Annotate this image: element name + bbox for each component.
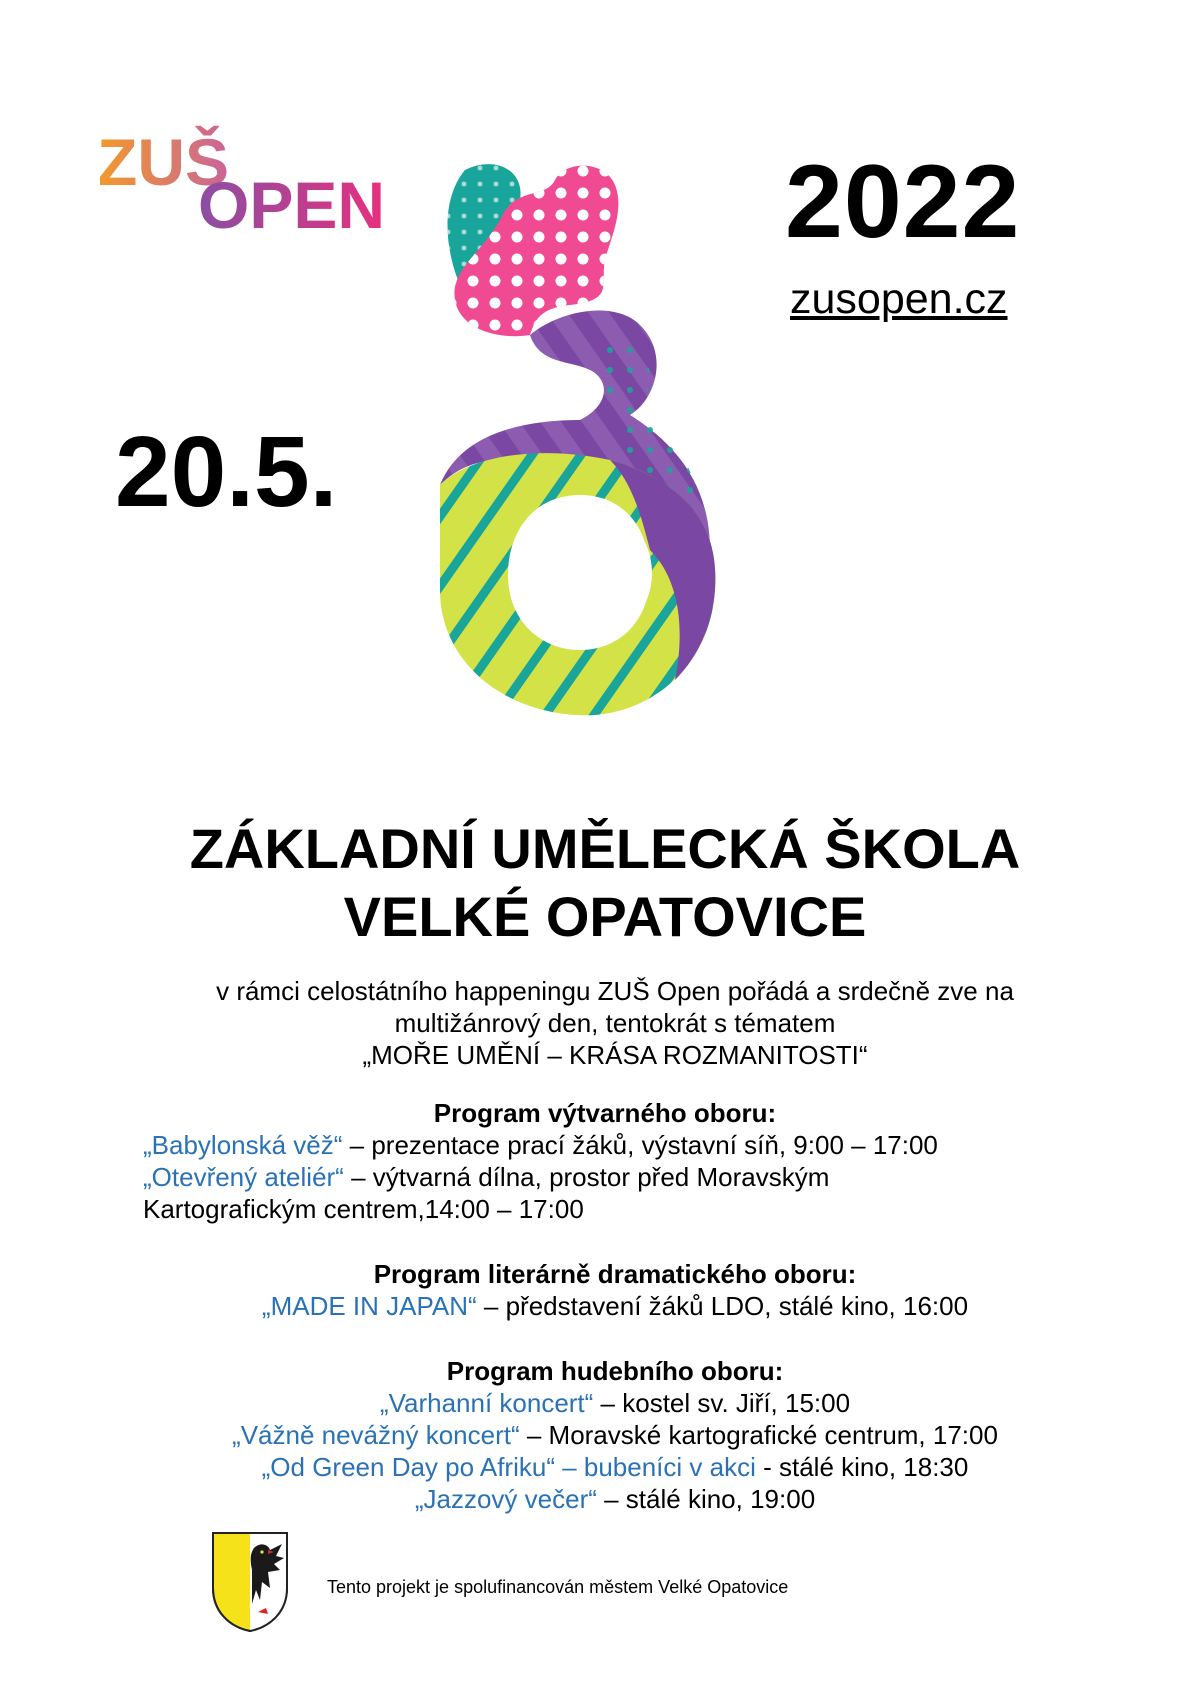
school-name-line2: VELKÉ OPATOVICE (343, 885, 867, 948)
program-drama (20, 1258, 1190, 1322)
list-item (143, 1129, 1190, 1161)
school-name (0, 815, 1190, 951)
event-name: „Varhanní koncert“ (379, 1388, 594, 1418)
event-details: – kostel sv. Jiří, 15:00 (593, 1388, 851, 1418)
list-item (20, 1419, 1190, 1451)
logo-text-zus: ZUŠ (100, 125, 229, 199)
program-drama-title: Program literárně dramatického oboru: (373, 1259, 857, 1289)
event-details: – stálé kino, 19:00 (596, 1484, 816, 1514)
list-item (20, 1451, 1190, 1483)
list-item (20, 1387, 1190, 1419)
logo-text-open: OPEN (198, 168, 386, 242)
event-date: 20.5. (115, 416, 338, 528)
website-link[interactable]: zusopen.cz (790, 275, 1008, 323)
program-visual-arts-title: Program výtvarného oboru: (433, 1098, 777, 1128)
intro-line2: multižánrový den, tentokrát s tématem (394, 1008, 836, 1038)
program-music-title: Program hudebního oboru: (446, 1356, 784, 1386)
event-name: „Jazzový večer“ (414, 1484, 597, 1514)
event-details: – představení žáků LDO, stálé kino, 16:00 (476, 1291, 969, 1321)
footer-text: Tento projekt je spolufinancován městem Velké Opatovice (327, 1577, 789, 1597)
event-details: – Moravské kartografické centrum, 17:00 (519, 1420, 998, 1450)
event-details-continued: Kartografickým centrem,14:00 – 17:00 (143, 1194, 584, 1224)
event-details: – výtvarná dílna, prostor před Moravským (343, 1162, 830, 1192)
program-visual-arts (0, 1097, 1190, 1225)
school-name-line1: ZÁKLADNÍ UMĚLECKÁ ŠKOLA (189, 817, 1021, 880)
event-name: „Vážně nevážný koncert“ (232, 1420, 520, 1450)
event-name: „MADE IN JAPAN“ (261, 1291, 477, 1321)
list-item (20, 1290, 1190, 1322)
list-item (20, 1483, 1190, 1515)
town-crest-icon (210, 1530, 290, 1634)
program-music (20, 1355, 1190, 1515)
year: 2022 (785, 144, 1021, 260)
event-name: „Od Green Day po Afriku“ – bubeníci v akci (261, 1452, 756, 1482)
footer (210, 1530, 1110, 1635)
zus-open-logo (100, 120, 450, 260)
s-caron-emblem (440, 160, 755, 730)
event-details: - stálé kino, 18:30 (755, 1452, 969, 1482)
event-name: „Babylonská věž“ (143, 1130, 343, 1160)
intro-theme: „MOŘE UMĚNÍ – KRÁSA ROZMANITOSTI“ (362, 1040, 868, 1070)
event-name: „Otevřený ateliér“ (143, 1162, 344, 1192)
list-item (143, 1161, 1190, 1193)
intro-text (20, 975, 1190, 1071)
intro-line1: v rámci celostátního happeningu ZUŠ Open pořádá a srdečně zve na (216, 976, 1014, 1006)
event-details: – prezentace prací žáků, výstavní síň, 9:00 – 17:00 (342, 1130, 938, 1160)
